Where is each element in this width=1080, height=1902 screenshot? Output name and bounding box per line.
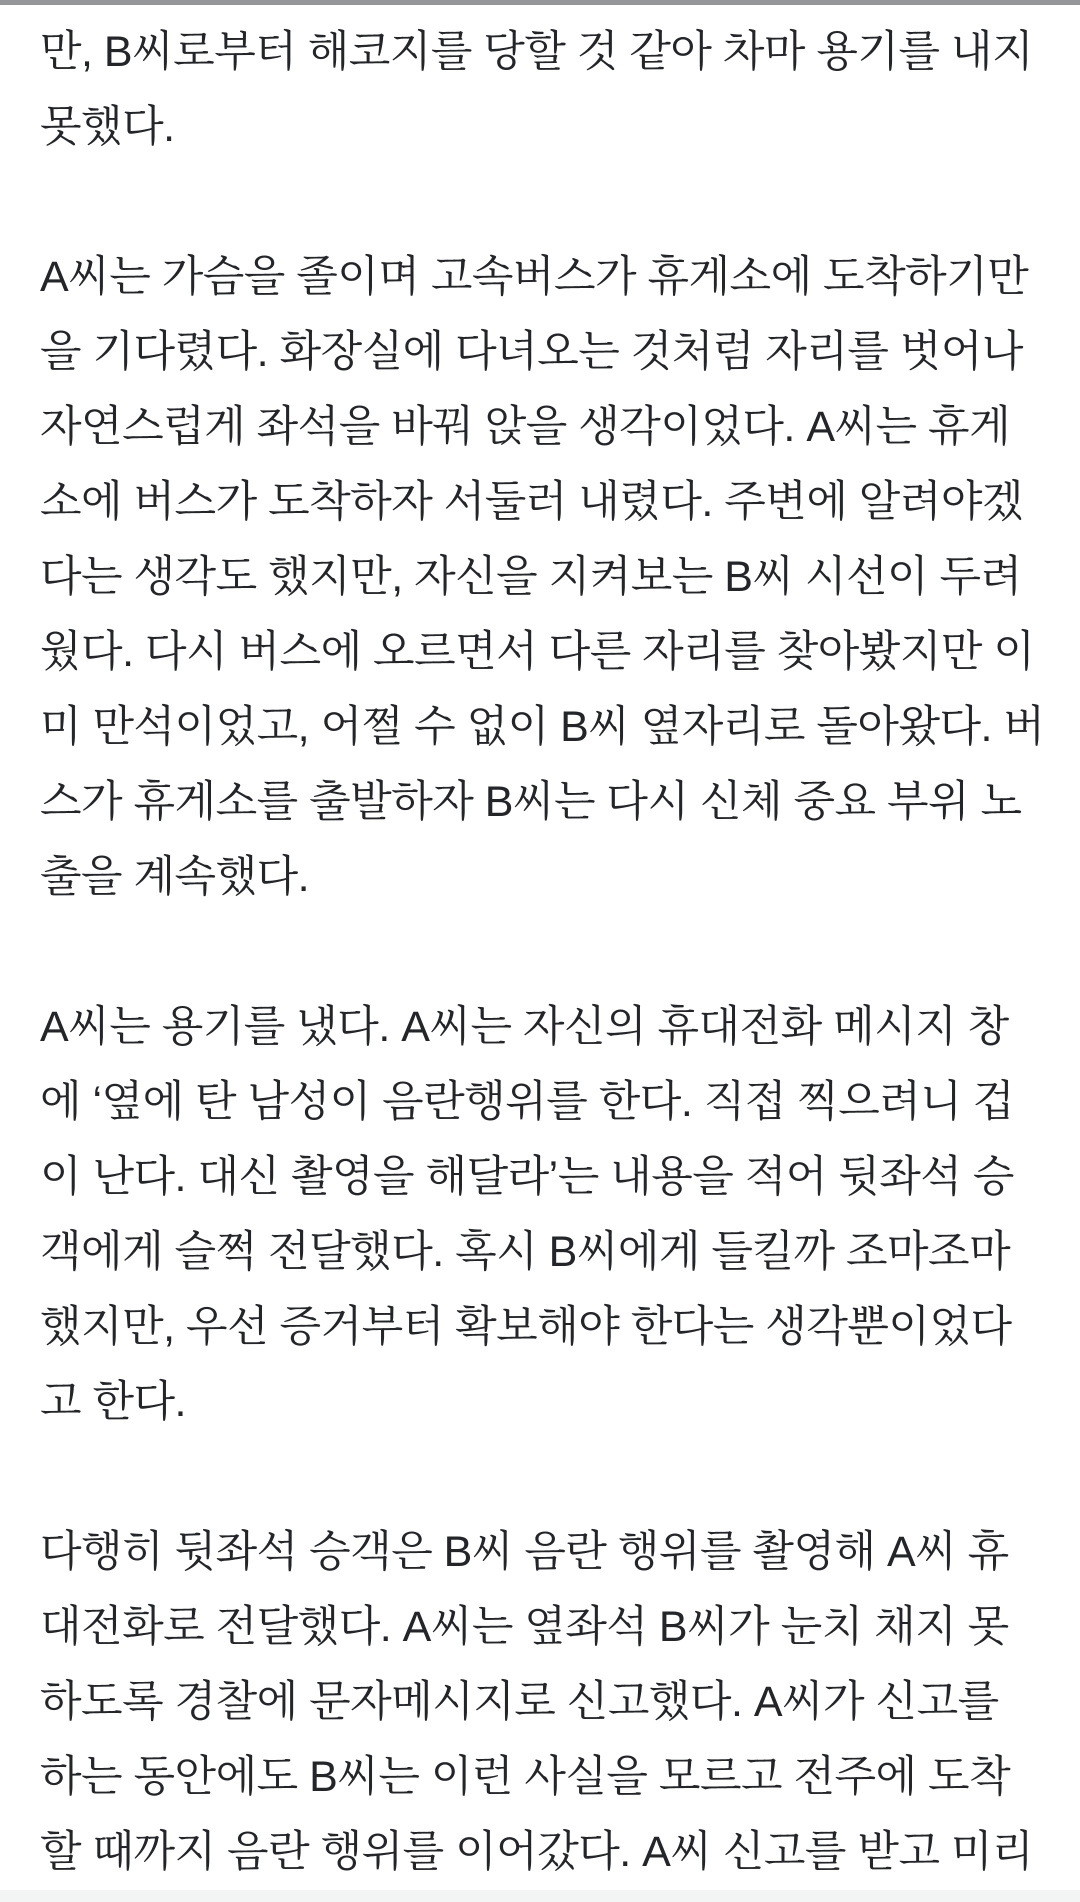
text-line: 할 때까지 음란 행위를 이어갔다. A씨 신고를 받고 미리	[40, 1828, 1033, 1876]
paragraph-3	[40, 990, 1040, 1440]
text-line: 다행히 뒷좌석 승객은 B씨 음란 행위를 촬영해 A씨 휴	[40, 1528, 1009, 1576]
paragraph-1	[40, 15, 1040, 165]
text-line: 이 난다. 대신 촬영을 해달라’는 내용을 적어 뒷좌석 승	[40, 1153, 1014, 1201]
text-line: 하도록 경찰에 문자메시지로 신고했다. A씨가 신고를	[40, 1678, 999, 1726]
text-line: 객에게 슬쩍 전달했다. 혹시 B씨에게 들킬까 조마조마	[40, 1228, 1011, 1276]
text-line: 고 한다.	[40, 1378, 187, 1426]
text-line: 만, B씨로부터 해코지를 당할 것 같아 차마 용기를 내지	[40, 28, 1033, 76]
paragraph-2	[40, 240, 1045, 915]
text-line: 다는 생각도 했지만, 자신을 지켜보는 B씨 시선이 두려	[40, 553, 1022, 601]
text-line: 에 ‘옆에 탄 남성이 음란행위를 한다. 직접 찍으려니 겁	[40, 1078, 1014, 1126]
text-line: 대전화로 전달했다. A씨는 옆좌석 B씨가 눈치 채지 못	[40, 1603, 1009, 1651]
text-line: A씨는 가슴을 졸이며 고속버스가 휴게소에 도착하기만	[40, 253, 1029, 301]
text-line: 미 만석이었고, 어쩔 수 없이 B씨 옆자리로 돌아왔다. 버	[40, 703, 1045, 751]
text-line: 소에 버스가 도착하자 서둘러 내렸다. 주변에 알려야겠	[40, 478, 1023, 526]
text-line: A씨는 용기를 냈다. A씨는 자신의 휴대전화 메시지 창	[40, 1003, 1009, 1051]
text-line: 했지만, 우선 증거부터 확보해야 한다는 생각뿐이었다	[40, 1303, 1012, 1351]
text-line: 하는 동안에도 B씨는 이런 사실을 모르고 전주에 도착	[40, 1753, 1011, 1801]
article-body	[0, 5, 1080, 1890]
text-line: 웠다. 다시 버스에 오르면서 다른 자리를 찾아봤지만 이	[40, 628, 1035, 676]
text-line: 못했다.	[40, 103, 175, 151]
bottom-strip	[0, 1890, 1080, 1902]
text-line: 출을 계속했다.	[40, 853, 310, 901]
paragraph-4	[40, 1515, 1040, 1890]
text-line: 자연스럽게 좌석을 바꿔 앉을 생각이었다. A씨는 휴게	[40, 403, 1011, 451]
text-line: 스가 휴게소를 출발하자 B씨는 다시 신체 중요 부위 노	[40, 778, 1022, 826]
text-line: 을 기다렸다. 화장실에 다녀오는 것처럼 자리를 벗어나	[40, 328, 1023, 376]
